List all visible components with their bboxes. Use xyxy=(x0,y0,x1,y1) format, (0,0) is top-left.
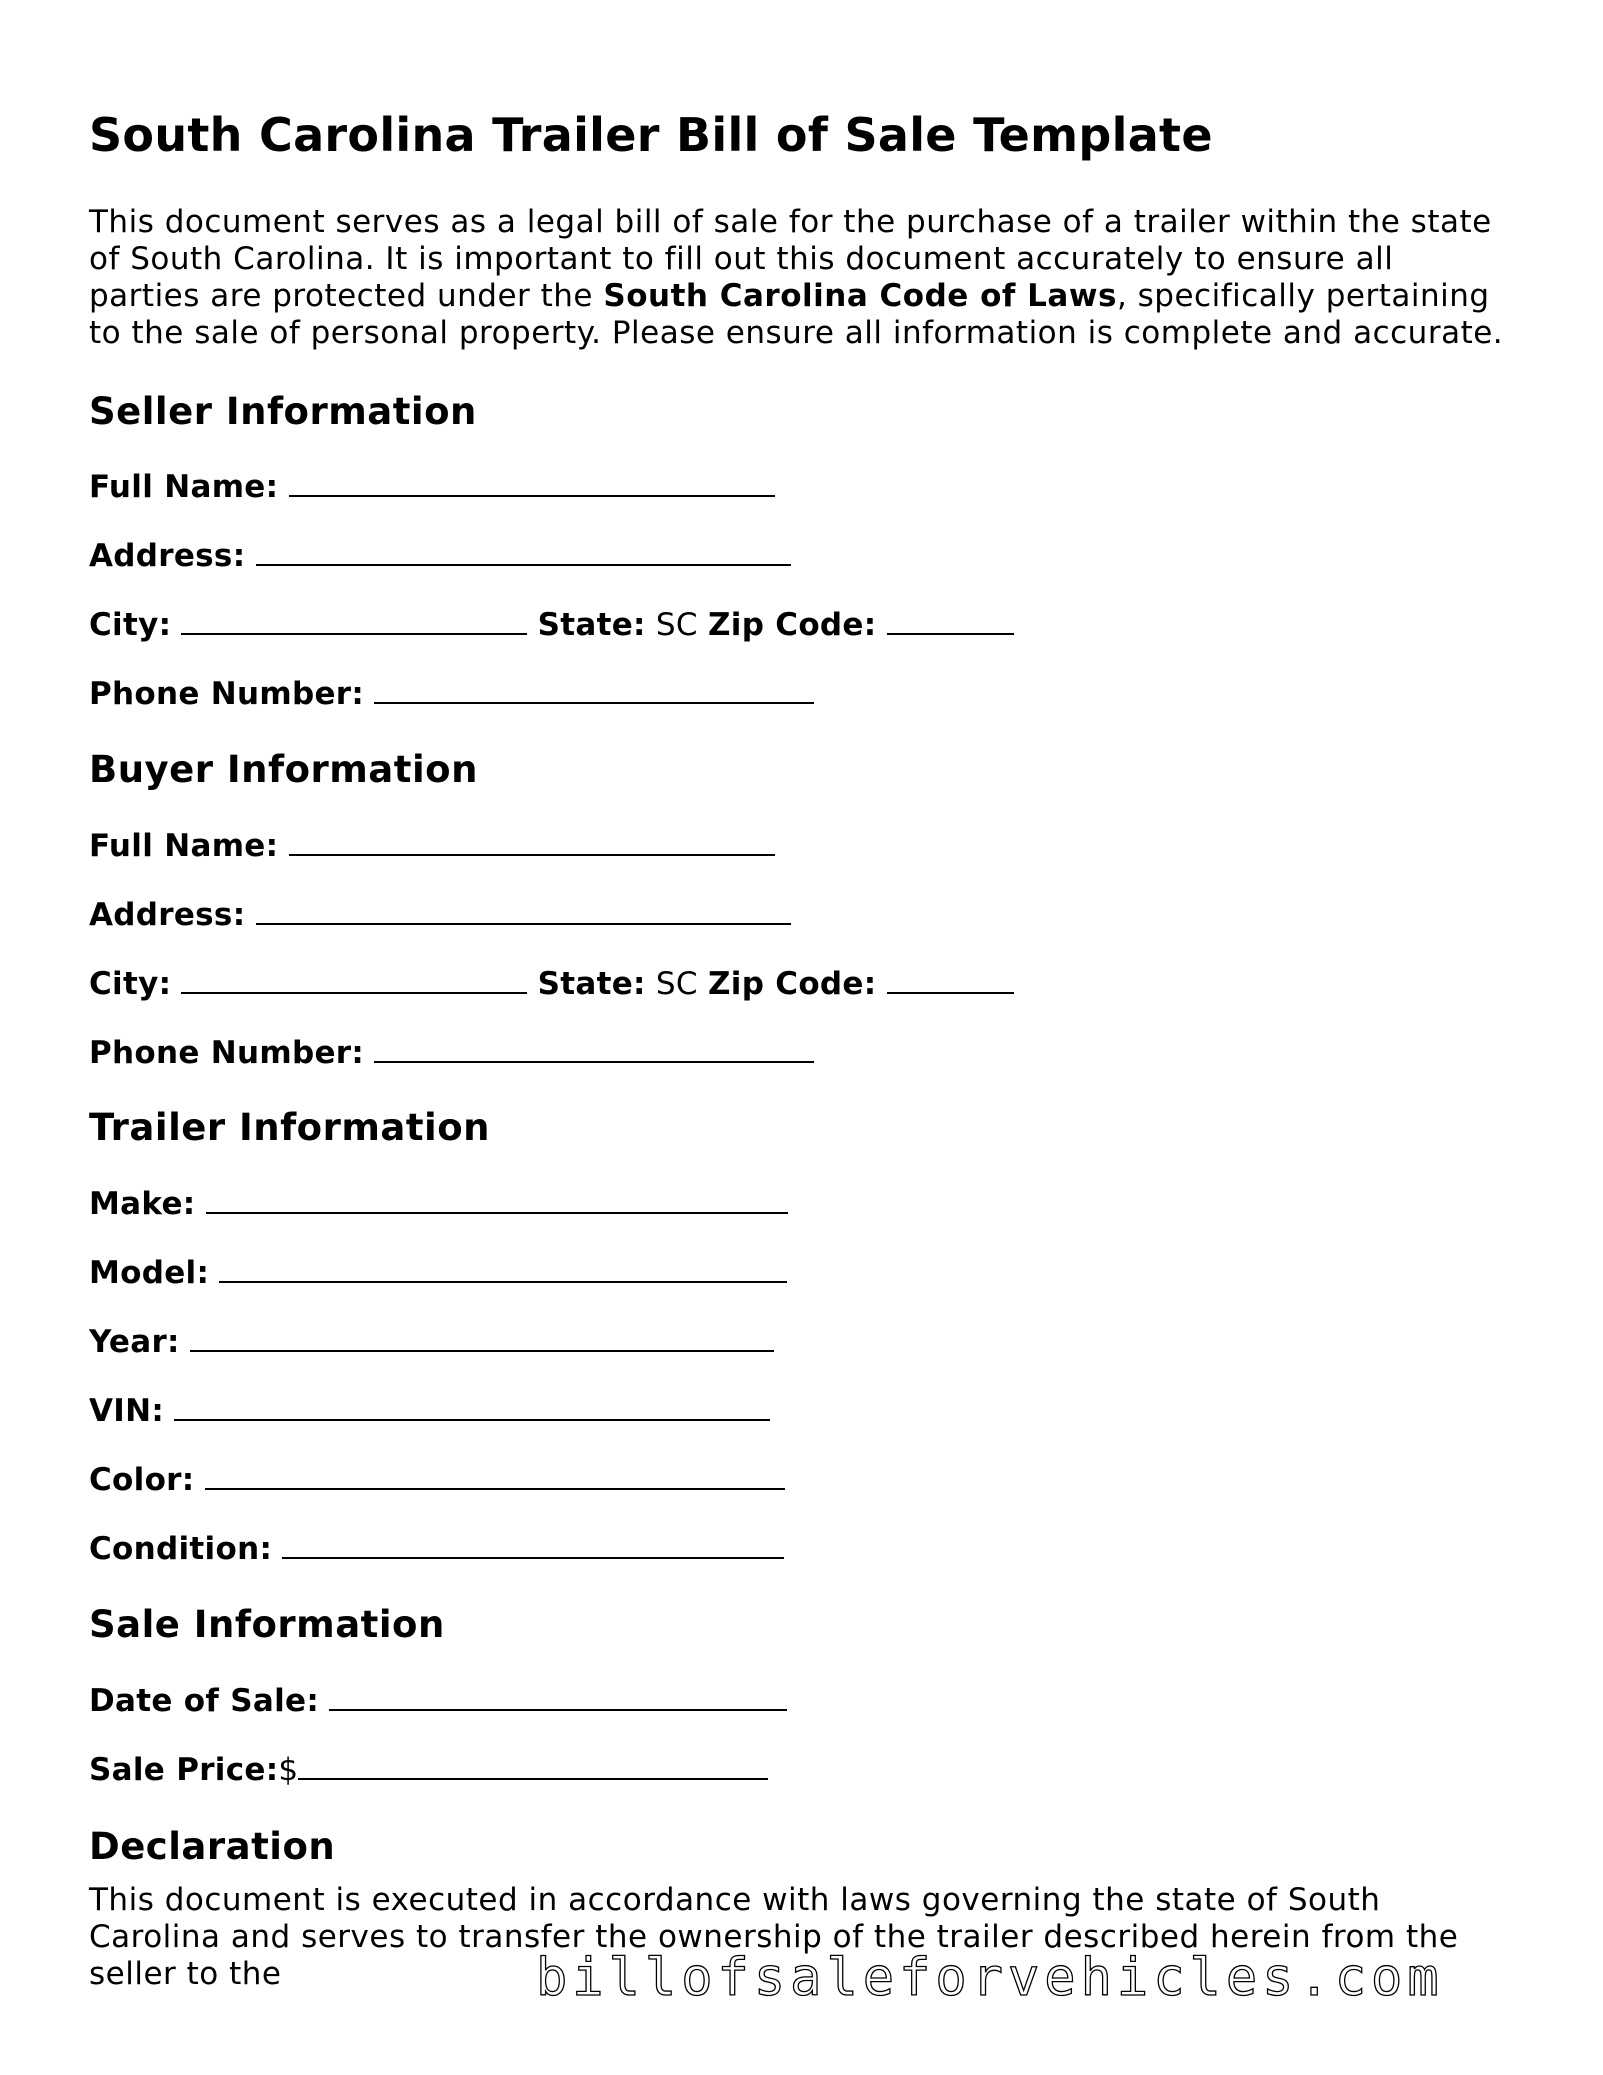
seller-city-field[interactable] xyxy=(181,607,527,635)
sale-date-row xyxy=(89,1683,787,1719)
trailer-make-label: Make: xyxy=(89,1186,196,1222)
buyer-address-field[interactable] xyxy=(256,897,791,925)
sale-date-label: Date of Sale: xyxy=(89,1683,320,1719)
intro-law-reference: South Carolina Code of Laws xyxy=(603,278,1117,314)
buyer-state-label: State: xyxy=(537,966,646,1002)
sale-heading: Sale Information xyxy=(89,1603,445,1646)
buyer-full-name-field[interactable] xyxy=(289,828,775,856)
seller-phone-label: Phone Number: xyxy=(89,676,365,712)
seller-address-row xyxy=(89,538,791,574)
trailer-color-row xyxy=(89,1462,785,1498)
trailer-model-field[interactable] xyxy=(219,1255,787,1283)
trailer-condition-label: Condition: xyxy=(89,1531,273,1567)
buyer-phone-row xyxy=(89,1035,814,1071)
buyer-address-row xyxy=(89,897,791,933)
intro-text-2: , specifically pertaining to the sale of personal property. Please ensure all information is complete and accurate. xyxy=(89,278,1504,351)
declaration-text: This document is executed in accordance with laws governing the state of South Carolina and serves to transfer the ownership of the trailer described herein from the seller to the xyxy=(89,1882,1459,1992)
buyer-full-name-row xyxy=(89,828,775,864)
trailer-vin-label: VIN: xyxy=(89,1393,165,1429)
intro-text-1: This document serves as a legal bill of sale for the purchase of a trailer within the state of South Carolina. It is important to fill out this document accurately to ensure all parties are protected under the xyxy=(89,204,1492,314)
seller-city-row xyxy=(89,607,1014,643)
trailer-condition-field[interactable] xyxy=(282,1531,784,1559)
trailer-color-field[interactable] xyxy=(205,1462,785,1490)
trailer-condition-row xyxy=(89,1531,784,1567)
sale-price-row xyxy=(89,1752,768,1788)
seller-full-name-label: Full Name: xyxy=(89,469,279,505)
buyer-zip-field[interactable] xyxy=(887,966,1014,994)
buyer-full-name-label: Full Name: xyxy=(89,828,279,864)
buyer-city-field[interactable] xyxy=(181,966,527,994)
seller-heading: Seller Information xyxy=(89,390,477,433)
buyer-phone-label: Phone Number: xyxy=(89,1035,365,1071)
sale-price-label: Sale Price: xyxy=(89,1752,279,1788)
buyer-city-row xyxy=(89,966,1014,1002)
site-watermark: billofsaleforvehicles.com xyxy=(536,1948,1444,2008)
buyer-address-label: Address: xyxy=(89,897,246,933)
sale-price-field[interactable] xyxy=(298,1752,768,1780)
buyer-city-label: City: xyxy=(89,966,172,1002)
buyer-state-value: SC xyxy=(655,966,698,1002)
seller-address-label: Address: xyxy=(89,538,246,574)
seller-state-label: State: xyxy=(537,607,646,643)
declaration-heading: Declaration xyxy=(89,1825,336,1868)
trailer-vin-field[interactable] xyxy=(174,1393,770,1421)
document-title: South Carolina Trailer Bill of Sale Template xyxy=(89,108,1213,162)
currency-symbol: $ xyxy=(278,1752,299,1788)
trailer-model-row xyxy=(89,1255,787,1291)
seller-state-value: SC xyxy=(655,607,698,643)
seller-zip-field[interactable] xyxy=(887,607,1014,635)
seller-zip-label: Zip Code: xyxy=(707,607,877,643)
trailer-model-label: Model: xyxy=(89,1255,210,1291)
seller-full-name-row xyxy=(89,469,775,505)
buyer-heading: Buyer Information xyxy=(89,748,478,791)
sale-date-field[interactable] xyxy=(329,1683,787,1711)
buyer-zip-label: Zip Code: xyxy=(707,966,877,1002)
trailer-year-field[interactable] xyxy=(190,1324,774,1352)
trailer-year-row xyxy=(89,1324,774,1360)
seller-city-label: City: xyxy=(89,607,172,643)
seller-phone-row xyxy=(89,676,814,712)
trailer-heading: Trailer Information xyxy=(89,1106,490,1149)
trailer-color-label: Color: xyxy=(89,1462,195,1498)
seller-full-name-field[interactable] xyxy=(289,469,775,497)
trailer-make-row xyxy=(89,1186,788,1222)
seller-address-field[interactable] xyxy=(256,538,791,566)
intro-paragraph xyxy=(89,204,1509,352)
trailer-make-field[interactable] xyxy=(206,1186,788,1214)
buyer-phone-field[interactable] xyxy=(374,1035,814,1063)
trailer-year-label: Year: xyxy=(89,1324,180,1360)
trailer-vin-row xyxy=(89,1393,770,1429)
seller-phone-field[interactable] xyxy=(374,676,814,704)
